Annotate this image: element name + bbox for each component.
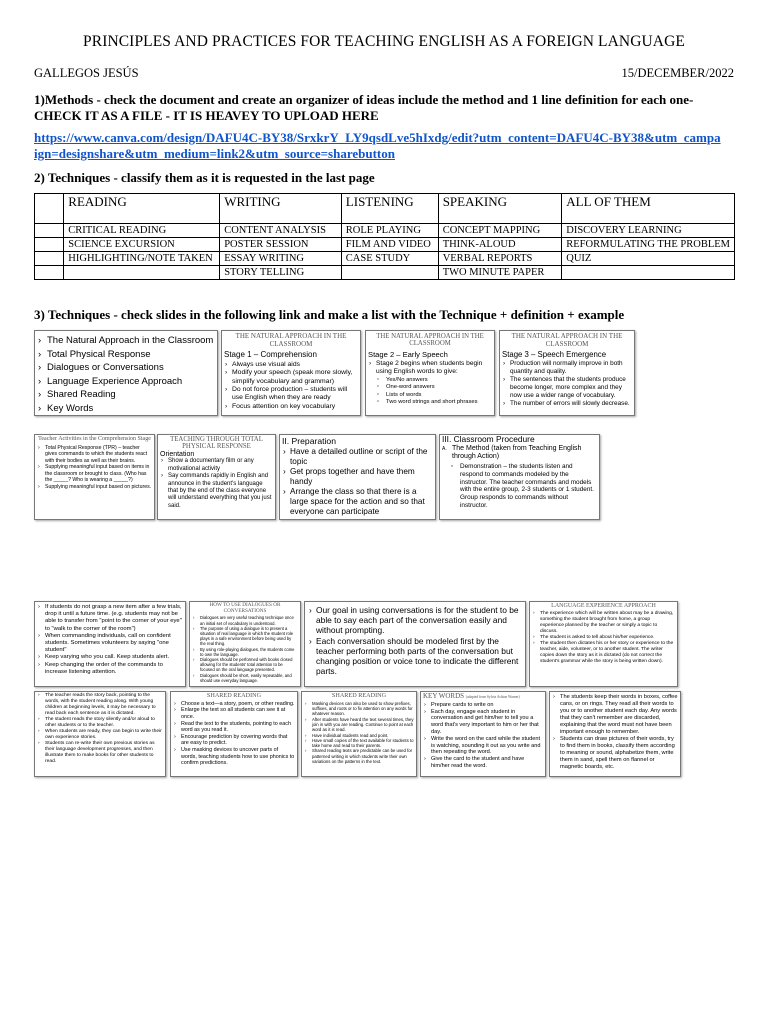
list-item: A. The Method (taken from Teaching English through Action) bbox=[442, 444, 582, 461]
list-item: › The teacher reads the story back, pointing to the words, with the student reading along. With young children at beginning levels, it may be necessary to read back each sentence as it is dictated. bbox=[37, 693, 163, 717]
list-item: › Prepare cards to write on bbox=[423, 702, 543, 709]
slide-shared-reading-1 bbox=[170, 691, 298, 777]
slide-teacher-activities bbox=[34, 434, 155, 520]
list-item: › The sentences that the students produce become longer, more complex and they now use a wider range of vocabulary. bbox=[502, 376, 632, 400]
list-item: › Have small copies of the text available for students to take home and read to their parents. bbox=[304, 738, 414, 749]
table-cell bbox=[35, 252, 64, 266]
question-3: 3) Techniques - check slides in the following link and make a list with the Technique + definition + example bbox=[34, 307, 625, 322]
list-item: › Language Experience Approach bbox=[37, 375, 215, 389]
list-item: › The student reads the story silently and/or aloud to other students or to the teacher. bbox=[37, 717, 163, 729]
document-date: 15/DECEMBER/2022 bbox=[621, 66, 734, 80]
list-item: › Dialogues are very useful teaching technique once an initial set of vocabulary is understood. bbox=[192, 615, 298, 625]
table-cell: ESSAY WRITING bbox=[220, 252, 342, 266]
list-item: › The purpose of using a dialogue is to present a situation of real language in which the student role plays in a safe environment before being used by the real thing. bbox=[192, 626, 298, 647]
table-header-cell: WRITING bbox=[220, 194, 342, 224]
list-item: › When commanding individuals, call on confident students. Sometimes volunteers by saying "one student" bbox=[37, 633, 183, 655]
list-item: › Students can draw pictures of their words, try to find them in books, classify them according to meaning or sound, alphabetize them, write them in sand, spell them on flannel or magnetic boards, etc. bbox=[552, 736, 678, 771]
slide-language-experience bbox=[529, 601, 678, 687]
slide-title: LANGUAGE EXPERIENCE APPROACH bbox=[551, 603, 656, 609]
table-cell bbox=[35, 224, 64, 238]
list-item: › Total Physical Response (TPR) – teacher gives commands to which the students react with their bodies as well as their brains. bbox=[37, 445, 152, 465]
table-cell: VERBAL REPORTS bbox=[438, 252, 562, 266]
slide-tpr-orientation bbox=[157, 434, 276, 520]
list-item: › Arrange the class so that there is a large space for the action and so that everyone can participate bbox=[282, 487, 433, 517]
slide-preparation bbox=[279, 434, 436, 520]
list-item: ▫ Lists of words bbox=[368, 392, 492, 400]
techniques-table bbox=[34, 193, 735, 280]
list-item: › Dialogues should be performed with books closed allowing for the students' total attention to be focused on the oral language presented. bbox=[192, 657, 298, 673]
slide-title: KEY WORDS (adapted from Sylvia Ashton Warner) bbox=[423, 692, 520, 700]
list-item: › Choose a text—a story, poem, or other reading. bbox=[173, 701, 295, 708]
slide-natural-stage-1 bbox=[221, 330, 361, 416]
list-item: › After students have heard the text several times, they join in with you are reading. Continue to point at each word as it is read. bbox=[304, 717, 414, 733]
list-item: › Shared reading texts are predictable can be used for patterned writing in which students write their own variations on the patterns in the text. bbox=[304, 748, 414, 764]
list-item: ▫ One-word answers bbox=[368, 384, 492, 392]
table-cell: TWO MINUTE PAPER bbox=[438, 266, 562, 280]
list-item: › Supplying meaningful input based on pictures. bbox=[37, 484, 152, 491]
table-cell: REFORMULATING THE PROBLEM bbox=[562, 238, 735, 252]
table-row bbox=[35, 224, 735, 238]
table-cell: SCIENCE EXCURSION bbox=[64, 238, 220, 252]
list-item: › When students are ready, they can begin to write their own experience stories. bbox=[37, 729, 163, 741]
slide-title: SHARED READING bbox=[331, 692, 387, 699]
slide-shared-reading-2 bbox=[301, 691, 417, 777]
slide-classroom-procedure bbox=[439, 434, 600, 520]
list-item: › Shared Reading bbox=[37, 388, 215, 402]
slide-title: HOW TO USE DIALOGUES OR CONVERSATIONS bbox=[209, 602, 281, 614]
list-item: › Each conversation should be modeled first by the teacher performing both parts of the conversation but changing position or voice tone to indicate the different parts. bbox=[308, 636, 522, 677]
list-item: › Key Words bbox=[37, 402, 215, 416]
list-item: › Have a detailed outline or script of the topic bbox=[282, 447, 433, 467]
list-item: › The student then dictates his or her story or experience to the teacher, aide, volunteer, or to another student. The writer copies down the story as it is dictated (do not correct the student's grammar while the story is being written down). bbox=[532, 641, 675, 665]
list-item: › Get props together and have them handy bbox=[282, 467, 433, 487]
list-item: › Encourage prediction by covering words that are easy to predict. bbox=[173, 734, 295, 747]
table-header-cell: ALL OF THEM bbox=[562, 194, 735, 224]
list-item: › If students do not grasp a new item after a few trials, drop it until a future time. (e.g. students may not be able to transfer from "point to the corner of your eye" to "walk to the corner of the room") bbox=[37, 604, 183, 633]
table-cell: POSTER SESSION bbox=[220, 238, 342, 252]
slide-title: THE NATURAL APPROACH IN THE CLASSROOM bbox=[235, 332, 347, 348]
list-item: › The students keep their words in boxes, coffee cans, or on rings. They read all their words to you or to another student each day. Any words that they can't remember are discarded, explaining that the word must not have been important enough to remember. bbox=[552, 694, 678, 736]
table-row bbox=[35, 266, 735, 280]
list-item: › Keep changing the order of the commands to increase listening attention. bbox=[37, 662, 183, 676]
slide-title: TEACHING THROUGH TOTAL PHYSICAL RESPONSE bbox=[170, 436, 263, 451]
slide-key-words bbox=[420, 691, 546, 777]
slide-title: THE NATURAL APPROACH IN THE CLASSROOM bbox=[511, 332, 623, 348]
slide-title: II. Preparation bbox=[282, 436, 336, 446]
table-header-cell bbox=[35, 194, 64, 224]
table-cell bbox=[35, 266, 64, 280]
table-cell: CONTENT ANALYSIS bbox=[220, 224, 342, 238]
table-cell: CASE STUDY bbox=[341, 252, 438, 266]
author-name: GALLEGOS JESÚS bbox=[34, 66, 139, 80]
list-item: › Always use visual aids bbox=[224, 361, 358, 369]
table-cell: ROLE PLAYING bbox=[341, 224, 438, 238]
slide-dialogues bbox=[189, 601, 301, 687]
table-cell: CONCEPT MAPPING bbox=[438, 224, 562, 238]
list-item: › Stage 2 begins when students begin using English words to give: bbox=[368, 360, 492, 376]
list-item: › Give the card to the student and have him/her read the word. bbox=[423, 756, 543, 770]
slide-title: THE NATURAL APPROACH IN THE CLASSROOM bbox=[376, 333, 484, 348]
table-header-cell: READING bbox=[64, 194, 220, 224]
list-item: › Students can re-write their own previous stories as their language development progresses, and then illustrate them to make books for other students to read. bbox=[37, 741, 163, 765]
table-cell: STORY TELLING bbox=[220, 266, 342, 280]
list-item: › Each day, engage each student in conversation and get him/her to tell you a word that's very important to him or her that day. bbox=[423, 709, 543, 736]
table-cell bbox=[562, 266, 735, 280]
list-item: › Modify your speech (speak more slowly, simplify vocabulary and grammar) bbox=[224, 369, 358, 386]
list-item: › Dialogues or Conversations bbox=[37, 361, 215, 375]
table-header-cell: SPEAKING bbox=[438, 194, 562, 224]
list-item: ▫ Two word strings and short phrases bbox=[368, 399, 492, 407]
table-cell: THINK-ALOUD bbox=[438, 238, 562, 252]
list-item: › Total Physical Response bbox=[37, 348, 215, 362]
table-header-row bbox=[35, 194, 735, 224]
slide-overview bbox=[34, 330, 218, 416]
list-item: › Our goal in using conversations is for the student to be able to say each part of the conversation easily and without prompting. bbox=[308, 605, 522, 636]
table-row bbox=[35, 238, 735, 252]
slide-natural-stage-2 bbox=[365, 330, 495, 416]
slide-title: Teacher Activities in the Comprehension Stage bbox=[38, 436, 151, 442]
list-item: › The Natural Approach in the Classroom bbox=[37, 334, 215, 348]
title-note: (adapted from Sylvia Ashton Warner) bbox=[465, 695, 520, 699]
table-cell: CRITICAL READING bbox=[64, 224, 220, 238]
list-item: › Dialogues should be short, easily repeatable, and should use everyday language. bbox=[192, 673, 298, 683]
list-item: › The number of errors will slowly decrease. bbox=[502, 400, 632, 408]
slide-natural-stage-3 bbox=[499, 330, 635, 416]
list-item: › Enlarge the text so all students can see it at once. bbox=[173, 707, 295, 720]
slide-conversations-goal bbox=[304, 601, 526, 687]
canva-link[interactable]: https://www.canva.com/design/DAFU4C-BY38/SrxkrY_LY9qsdLve5hIxdg/edit?utm_content=DAFU4C-BY38&utm_campaign=designshare&utm_medium=link2&utm_source=sharebutton bbox=[34, 130, 721, 161]
table-row bbox=[35, 252, 735, 266]
table-cell: HIGHLIGHTING/NOTE TAKEN bbox=[64, 252, 220, 266]
list-item: › Read the text to the students, pointing to each word as you read it. bbox=[173, 721, 295, 734]
document-title: PRINCIPLES AND PRACTICES FOR TEACHING ENGLISH AS A FOREIGN LANGUAGE bbox=[83, 33, 685, 50]
slide-subtitle: Orientation bbox=[160, 450, 195, 458]
question-2: 2) Techniques - classify them as it is requested in the last page bbox=[34, 170, 375, 185]
table-cell bbox=[64, 266, 220, 280]
table-cell bbox=[35, 238, 64, 252]
list-item: › Production will normally improve in both quantity and quality. bbox=[502, 360, 632, 376]
list-item: › By using role-playing dialogues, the students come to own the language. bbox=[192, 647, 298, 657]
list-item: › Say commands rapidly in English and announce in the student's language that by the end of the class everyone will understand everything that you just said. bbox=[160, 473, 273, 510]
table-cell: QUIZ bbox=[562, 252, 735, 266]
list-item: › The experience which will be written about may be a drawing, something the student brought from home, a group experience planned by the teacher or simply a topic to discuss. bbox=[532, 611, 675, 635]
list-item: › Have individual students read and point. bbox=[304, 733, 414, 738]
table-cell: FILM AND VIDEO bbox=[341, 238, 438, 252]
list-item: › The student is asked to tell about his/her experience. bbox=[532, 635, 675, 641]
question-1: 1)Methods - check the document and create an organizer of ideas include the method and 1 line definition for each one- CHECK IT AS A FILE - IT IS HEAVEY TO UPLOAD HERE bbox=[34, 92, 694, 123]
slide-title: SHARED READING bbox=[206, 692, 262, 699]
list-item: › Do not force production – students will use English when they are ready bbox=[224, 386, 358, 403]
slide-subtitle: Stage 3 – Speech Emergence bbox=[502, 350, 607, 360]
list-item: › Focus attention on key vocabulary bbox=[224, 403, 358, 411]
slide-language-experience-2 bbox=[34, 691, 166, 777]
slide-key-words-2 bbox=[549, 691, 681, 777]
list-item: ▫ Yes/No answers bbox=[368, 377, 492, 385]
slide-tpr-tips bbox=[34, 601, 186, 687]
list-item: › Supplying meaningful input based on items in the classroom or brought to class. (Who has the _____? Who is wearing a _____?) bbox=[37, 464, 152, 484]
slide-subtitle: Stage 1 – Comprehension bbox=[224, 350, 317, 360]
slide-title: III. Classroom Procedure bbox=[442, 434, 535, 444]
table-header-cell: LISTENING bbox=[341, 194, 438, 224]
list-item: › Masking devices can also be used to show prefixes, suffixes, and roots or to fix attention on any words for whatever reason. bbox=[304, 701, 414, 717]
slide-subtitle: Stage 2 – Early Speech bbox=[368, 349, 448, 359]
list-item: › Use masking devices to uncover parts of words, teaching students how to use phonics to confirm predictions. bbox=[173, 747, 295, 767]
table-cell bbox=[341, 266, 438, 280]
table-cell: DISCOVERY LEARNING bbox=[562, 224, 735, 238]
list-item: › Keep varying who you call. Keep students alert. bbox=[37, 654, 183, 661]
list-item: › Show a documentary film or any motivational activity bbox=[160, 458, 273, 473]
list-item: ▫ Demonstration – the students listen and respond to commands modeled by the instructor. The teacher commands and models with the entire group, 2-3 students or 1 student. Group responds to commands without instructor. bbox=[442, 463, 597, 510]
list-item: › Write the word on the card while the student is watching, sounding it out as you write and then repeating the word. bbox=[423, 736, 543, 756]
